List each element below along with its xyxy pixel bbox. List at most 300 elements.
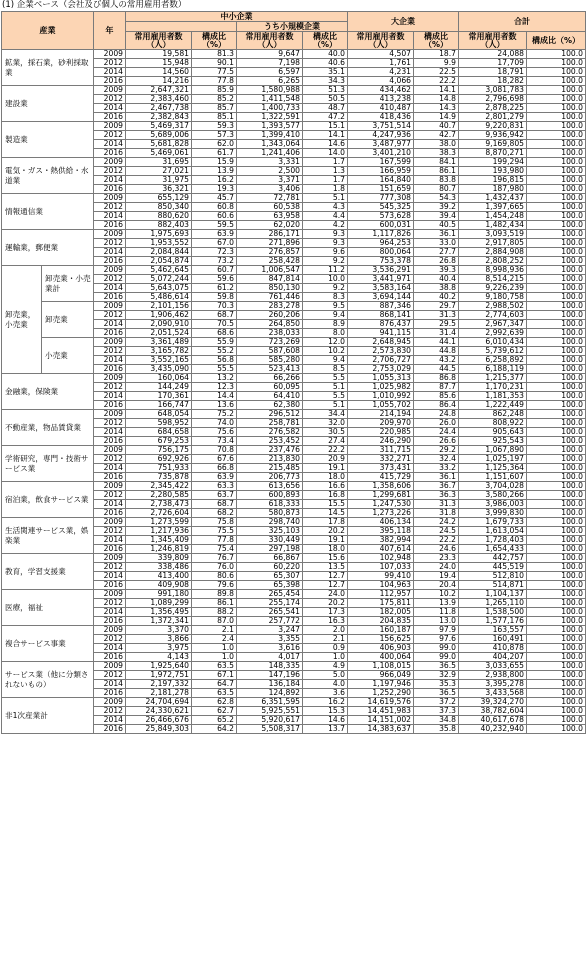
ratio-cell: 97.9	[414, 626, 459, 635]
ratio-cell: 36.3	[414, 491, 459, 500]
employees-cell: 1,241,406	[237, 149, 303, 158]
year-cell: 2014	[94, 680, 126, 689]
header-industry: 産業	[2, 12, 94, 50]
ratio-cell: 75.8	[192, 518, 237, 527]
employees-cell: 187,980	[459, 185, 527, 194]
employees-cell: 3,081,783	[459, 86, 527, 95]
employees-cell: 618,333	[237, 500, 303, 509]
employees-cell: 1,273,226	[348, 509, 414, 518]
ratio-cell: 100.0	[527, 662, 586, 671]
ratio-cell: 100.0	[527, 509, 586, 518]
year-cell: 2009	[94, 194, 126, 203]
ratio-cell: 14.3	[414, 104, 459, 113]
ratio-cell: 100.0	[527, 149, 586, 158]
year-cell: 2009	[94, 662, 126, 671]
industry-cell: 鉱業，採石業，砂利採取業	[2, 50, 94, 86]
ratio-cell: 5.0	[303, 671, 348, 680]
employees-cell: 2,051,524	[126, 329, 192, 338]
ratio-cell: 100.0	[527, 311, 586, 320]
ratio-cell: 38.3	[414, 149, 459, 158]
table-caption: (1) 企業ベース（会社及び個人の常用雇用者数）	[2, 0, 187, 10]
employees-cell: 18,282	[459, 77, 527, 86]
ratio-cell: 100.0	[527, 680, 586, 689]
employees-cell: 1,025,197	[459, 455, 527, 464]
ratio-cell: 100.0	[527, 122, 586, 131]
year-cell: 2009	[94, 50, 126, 59]
ratio-cell: 2.4	[192, 635, 237, 644]
table-row	[2, 50, 586, 59]
employees-cell: 2,101,156	[126, 302, 192, 311]
employees-cell: 523,413	[237, 365, 303, 374]
ratio-cell: 9.9	[414, 59, 459, 68]
ratio-cell: 3.6	[303, 689, 348, 698]
ratio-cell: 12.3	[192, 383, 237, 392]
ratio-cell: 67.0	[192, 239, 237, 248]
employees-cell: 684,658	[126, 428, 192, 437]
year-cell: 2016	[94, 653, 126, 662]
ratio-cell: 70.5	[192, 320, 237, 329]
ratio-cell: 22.2	[414, 77, 459, 86]
employees-cell: 6,010,434	[459, 338, 527, 347]
ratio-cell: 13.9	[414, 599, 459, 608]
employees-cell: 600,893	[237, 491, 303, 500]
industry-cell: 製造業	[2, 122, 94, 158]
employees-cell: 36,321	[126, 185, 192, 194]
employees-cell: 14,151,002	[348, 716, 414, 725]
ratio-cell: 35.1	[303, 68, 348, 77]
employees-cell: 1,613,054	[459, 527, 527, 536]
ratio-cell: 22.2	[414, 536, 459, 545]
employees-cell: 24,088	[459, 50, 527, 59]
ratio-cell: 100.0	[527, 131, 586, 140]
ratio-cell: 100.0	[527, 77, 586, 86]
year-cell: 2014	[94, 248, 126, 257]
employees-cell: 2,753,029	[348, 365, 414, 374]
employees-cell: 545,325	[348, 203, 414, 212]
employees-cell: 434,462	[348, 86, 414, 95]
ratio-cell: 100.0	[527, 410, 586, 419]
ratio-cell: 100.0	[527, 473, 586, 482]
employees-cell: 31,695	[126, 158, 192, 167]
ratio-cell: 55.9	[192, 338, 237, 347]
ratio-cell: 2.1	[303, 635, 348, 644]
employees-cell: 112,957	[348, 590, 414, 599]
employees-cell: 136,184	[237, 680, 303, 689]
employees-cell: 9,180,758	[459, 293, 527, 302]
employees-cell: 2,500	[237, 167, 303, 176]
ratio-cell: 87.0	[192, 617, 237, 626]
year-cell: 2012	[94, 491, 126, 500]
ratio-cell: 33.2	[414, 464, 459, 473]
ratio-cell: 100.0	[527, 482, 586, 491]
ratio-cell: 19.1	[303, 464, 348, 473]
ratio-cell: 5.5	[303, 392, 348, 401]
header-ratio: 構成比（%）	[303, 32, 348, 50]
employees-cell: 166,747	[126, 401, 192, 410]
ratio-cell: 15.9	[192, 158, 237, 167]
year-cell: 2016	[94, 77, 126, 86]
header-employees: 常用雇用者数（人）	[459, 32, 527, 50]
employees-cell: 167,599	[348, 158, 414, 167]
employees-cell: 2,726,604	[126, 509, 192, 518]
ratio-cell: 22.2	[303, 446, 348, 455]
ratio-cell: 81.3	[192, 50, 237, 59]
ratio-cell: 59.8	[192, 293, 237, 302]
employees-cell: 6,188,119	[459, 365, 527, 374]
year-cell: 2016	[94, 437, 126, 446]
employees-cell: 1,577,176	[459, 617, 527, 626]
employees-cell: 991,180	[126, 590, 192, 599]
employees-cell: 1,356,495	[126, 608, 192, 617]
employees-cell: 276,582	[237, 428, 303, 437]
header-small: うち小規模企業	[237, 22, 348, 32]
ratio-cell: 100.0	[527, 113, 586, 122]
employees-cell: 1,482,434	[459, 221, 527, 230]
employees-cell: 406,903	[348, 644, 414, 653]
table-row	[2, 194, 586, 203]
table-row	[2, 86, 586, 95]
employees-cell: 1,393,577	[237, 122, 303, 131]
employees-cell: 2,467,738	[126, 104, 192, 113]
year-cell: 2012	[94, 95, 126, 104]
year-cell: 2016	[94, 617, 126, 626]
ratio-cell: 20.2	[303, 527, 348, 536]
industry-cell: 宿泊業，飲食サービス業	[2, 482, 94, 518]
year-cell: 2012	[94, 59, 126, 68]
ratio-cell: 20.2	[303, 599, 348, 608]
ratio-cell: 62.7	[192, 707, 237, 716]
year-cell: 2012	[94, 131, 126, 140]
employees-cell: 182,005	[348, 608, 414, 617]
employees-cell: 735,878	[126, 473, 192, 482]
employees-cell: 777,308	[348, 194, 414, 203]
ratio-cell: 37.3	[414, 707, 459, 716]
employees-cell: 1,299,681	[348, 491, 414, 500]
industry-cell: 複合サービス事業	[2, 626, 94, 662]
ratio-cell: 27.7	[414, 248, 459, 257]
employees-cell: 1,055,313	[348, 374, 414, 383]
year-cell: 2014	[94, 716, 126, 725]
ratio-cell: 27.4	[303, 437, 348, 446]
employees-cell: 265,454	[237, 590, 303, 599]
ratio-cell: 100.0	[527, 644, 586, 653]
ratio-cell: 76.7	[192, 554, 237, 563]
employees-cell: 1,345,409	[126, 536, 192, 545]
ratio-cell: 10.2	[303, 347, 348, 356]
employees-cell: 65,307	[237, 572, 303, 581]
ratio-cell: 33.0	[414, 239, 459, 248]
employees-cell: 15,948	[126, 59, 192, 68]
ratio-cell: 24.0	[414, 563, 459, 572]
employees-cell: 1,265,110	[459, 599, 527, 608]
ratio-cell: 24.5	[414, 527, 459, 536]
ratio-cell: 100.0	[527, 581, 586, 590]
employees-cell: 1,372,341	[126, 617, 192, 626]
year-cell: 2012	[94, 455, 126, 464]
employees-cell: 209,970	[348, 419, 414, 428]
employees-cell: 325,103	[237, 527, 303, 536]
ratio-cell: 100.0	[527, 671, 586, 680]
employees-cell: 258,428	[237, 257, 303, 266]
employees-cell: 3,093,519	[459, 230, 527, 239]
employees-cell: 2,801,279	[459, 113, 527, 122]
employees-cell: 204,835	[348, 617, 414, 626]
ratio-cell: 100.0	[527, 626, 586, 635]
employees-cell: 1,197,946	[348, 680, 414, 689]
ratio-cell: 8.9	[303, 320, 348, 329]
employees-cell: 104,963	[348, 581, 414, 590]
employees-cell: 905,643	[459, 428, 527, 437]
employees-cell: 415,729	[348, 473, 414, 482]
table-row	[2, 338, 586, 347]
employees-cell: 1,343,064	[237, 140, 303, 149]
ratio-cell: 100.0	[527, 518, 586, 527]
ratio-cell: 100.0	[527, 617, 586, 626]
year-cell: 2012	[94, 527, 126, 536]
year-cell: 2009	[94, 554, 126, 563]
ratio-cell: 61.2	[192, 284, 237, 293]
ratio-cell: 16.2	[192, 176, 237, 185]
employees-cell: 382,994	[348, 536, 414, 545]
employees-cell: 14,451,983	[348, 707, 414, 716]
year-cell: 2016	[94, 365, 126, 374]
employees-cell: 808,922	[459, 419, 527, 428]
employees-cell: 1,151,607	[459, 473, 527, 482]
year-cell: 2014	[94, 572, 126, 581]
employees-cell: 1,679,733	[459, 518, 527, 527]
ratio-cell: 87.7	[414, 383, 459, 392]
ratio-cell: 77.8	[192, 536, 237, 545]
ratio-cell: 100.0	[527, 707, 586, 716]
employees-cell: 151,659	[348, 185, 414, 194]
year-cell: 2009	[94, 518, 126, 527]
industry-cell: 卸売業，小売業	[2, 266, 42, 374]
ratio-cell: 100.0	[527, 338, 586, 347]
employees-cell: 1,170,231	[459, 383, 527, 392]
employees-cell: 1,222,449	[459, 401, 527, 410]
table-row	[2, 266, 586, 275]
ratio-cell: 100.0	[527, 302, 586, 311]
ratio-cell: 14.9	[414, 113, 459, 122]
employees-cell: 1,432,437	[459, 194, 527, 203]
industry-cell: 金融業，保険業	[2, 374, 94, 410]
employees-cell: 1,273,599	[126, 518, 192, 527]
employees-cell: 18,791	[459, 68, 527, 77]
header-ratio: 構成比（%）	[414, 32, 459, 50]
ratio-cell: 100.0	[527, 725, 586, 734]
ratio-cell: 68.2	[192, 509, 237, 518]
ratio-cell: 100.0	[527, 59, 586, 68]
ratio-cell: 100.0	[527, 383, 586, 392]
employees-cell: 679,253	[126, 437, 192, 446]
ratio-cell: 68.7	[192, 311, 237, 320]
header-employees: 常用雇用者数（人）	[348, 32, 414, 50]
ratio-cell: 80.7	[414, 185, 459, 194]
employees-cell: 1,580,988	[237, 86, 303, 95]
ratio-cell: 100.0	[527, 293, 586, 302]
year-cell: 2012	[94, 347, 126, 356]
ratio-cell: 73.4	[192, 437, 237, 446]
employees-cell: 40,232,940	[459, 725, 527, 734]
ratio-cell: 100.0	[527, 374, 586, 383]
employees-cell: 60,095	[237, 383, 303, 392]
employees-cell: 193,980	[459, 167, 527, 176]
ratio-cell: 100.0	[527, 248, 586, 257]
ratio-cell: 24.4	[414, 428, 459, 437]
employees-cell: 404,207	[459, 653, 527, 662]
ratio-cell: 35.3	[414, 680, 459, 689]
ratio-cell: 85.7	[192, 104, 237, 113]
employees-cell: 5,739,612	[459, 347, 527, 356]
ratio-cell: 100.0	[527, 140, 586, 149]
employees-cell: 587,608	[237, 347, 303, 356]
employees-cell: 850,340	[126, 203, 192, 212]
ratio-cell: 85.2	[192, 95, 237, 104]
ratio-cell: 100.0	[527, 158, 586, 167]
ratio-cell: 14.6	[303, 140, 348, 149]
employees-cell: 213,830	[237, 455, 303, 464]
ratio-cell: 76.0	[192, 563, 237, 572]
employees-cell: 418,436	[348, 113, 414, 122]
ratio-cell: 18.7	[414, 50, 459, 59]
year-cell: 2014	[94, 284, 126, 293]
employees-cell: 2,738,473	[126, 500, 192, 509]
employees-cell: 4,231	[348, 68, 414, 77]
ratio-cell: 31.3	[414, 500, 459, 509]
ratio-cell: 24.0	[303, 590, 348, 599]
ratio-cell: 20.9	[303, 455, 348, 464]
ratio-cell: 26.6	[414, 437, 459, 446]
ratio-cell: 100.0	[527, 500, 586, 509]
ratio-cell: 2.1	[192, 626, 237, 635]
employees-cell: 237,476	[237, 446, 303, 455]
year-cell: 2014	[94, 428, 126, 437]
ratio-cell: 77.5	[192, 68, 237, 77]
year-cell: 2016	[94, 509, 126, 518]
ratio-cell: 86.4	[414, 401, 459, 410]
ratio-cell: 62.8	[192, 698, 237, 707]
table-row	[2, 158, 586, 167]
ratio-cell: 0.9	[303, 644, 348, 653]
ratio-cell: 64.2	[192, 725, 237, 734]
year-cell: 2014	[94, 356, 126, 365]
header-ratio: 構成比（%）	[527, 32, 586, 50]
employees-cell: 1,181,353	[459, 392, 527, 401]
ratio-cell: 13.0	[414, 617, 459, 626]
employees-cell: 9,169,805	[459, 140, 527, 149]
employees-cell: 2,992,639	[459, 329, 527, 338]
employees-cell: 238,033	[237, 329, 303, 338]
year-cell: 2016	[94, 401, 126, 410]
year-cell: 2012	[94, 275, 126, 284]
ratio-cell: 45.7	[192, 194, 237, 203]
employees-cell: 514,871	[459, 581, 527, 590]
employees-cell: 66,266	[237, 374, 303, 383]
ratio-cell: 67.6	[192, 455, 237, 464]
ratio-cell: 1.7	[303, 158, 348, 167]
ratio-cell: 36.7	[414, 482, 459, 491]
employees-cell: 14,560	[126, 68, 192, 77]
ratio-cell: 100.0	[527, 194, 586, 203]
employees-cell: 3,331	[237, 158, 303, 167]
ratio-cell: 38.0	[414, 140, 459, 149]
ratio-cell: 17.3	[303, 608, 348, 617]
ratio-cell: 100.0	[527, 284, 586, 293]
header-sme: 中小企業	[126, 12, 348, 22]
employees-cell: 761,446	[237, 293, 303, 302]
ratio-cell: 1.0	[303, 653, 348, 662]
employees-cell: 271,896	[237, 239, 303, 248]
employees-cell: 170,361	[126, 392, 192, 401]
employees-cell: 215,485	[237, 464, 303, 473]
employees-cell: 64,410	[237, 392, 303, 401]
ratio-cell: 22.5	[414, 68, 459, 77]
employees-cell: 1,215,377	[459, 374, 527, 383]
year-cell: 2012	[94, 203, 126, 212]
employees-cell: 25,849,303	[126, 725, 192, 734]
ratio-cell: 56.8	[192, 356, 237, 365]
employees-cell: 62,380	[237, 401, 303, 410]
employees-cell: 39,324,270	[459, 698, 527, 707]
table-row	[2, 662, 586, 671]
year-cell: 2016	[94, 149, 126, 158]
employees-cell: 413,238	[348, 95, 414, 104]
employees-cell: 311,715	[348, 446, 414, 455]
employees-cell: 107,033	[348, 563, 414, 572]
employees-cell: 1,246,819	[126, 545, 192, 554]
ratio-cell: 15.5	[303, 500, 348, 509]
ratio-cell: 79.6	[192, 581, 237, 590]
year-cell: 2012	[94, 635, 126, 644]
ratio-cell: 13.2	[192, 374, 237, 383]
ratio-cell: 16.3	[303, 617, 348, 626]
employees-cell: 14,383,637	[348, 725, 414, 734]
employees-cell: 7,198	[237, 59, 303, 68]
ratio-cell: 100.0	[527, 365, 586, 374]
employees-cell: 6,258,892	[459, 356, 527, 365]
year-cell: 2009	[94, 482, 126, 491]
ratio-cell: 57.3	[192, 131, 237, 140]
employees-cell: 2,808,252	[459, 257, 527, 266]
year-cell: 2009	[94, 266, 126, 275]
employees-cell: 99,410	[348, 572, 414, 581]
ratio-cell: 97.6	[414, 635, 459, 644]
employees-cell: 4,066	[348, 77, 414, 86]
ratio-cell: 67.1	[192, 671, 237, 680]
table-row	[2, 626, 586, 635]
ratio-cell: 20.4	[414, 581, 459, 590]
employees-cell: 26,466,676	[126, 716, 192, 725]
employees-cell: 160,064	[126, 374, 192, 383]
ratio-cell: 74.0	[192, 419, 237, 428]
employees-cell: 2,967,347	[459, 320, 527, 329]
employees-cell: 260,206	[237, 311, 303, 320]
ratio-cell: 68.6	[192, 329, 237, 338]
year-cell: 2009	[94, 374, 126, 383]
employees-cell: 1,089,299	[126, 599, 192, 608]
ratio-cell: 40.7	[414, 122, 459, 131]
employees-cell: 6,265	[237, 77, 303, 86]
ratio-cell: 39.3	[414, 266, 459, 275]
employees-cell: 1,117,826	[348, 230, 414, 239]
employees-cell: 124,892	[237, 689, 303, 698]
ratio-cell: 9.2	[303, 284, 348, 293]
year-cell: 2016	[94, 689, 126, 698]
year-cell: 2009	[94, 122, 126, 131]
ratio-cell: 100.0	[527, 536, 586, 545]
employees-cell: 2,382,843	[126, 113, 192, 122]
employees-cell: 163,557	[459, 626, 527, 635]
